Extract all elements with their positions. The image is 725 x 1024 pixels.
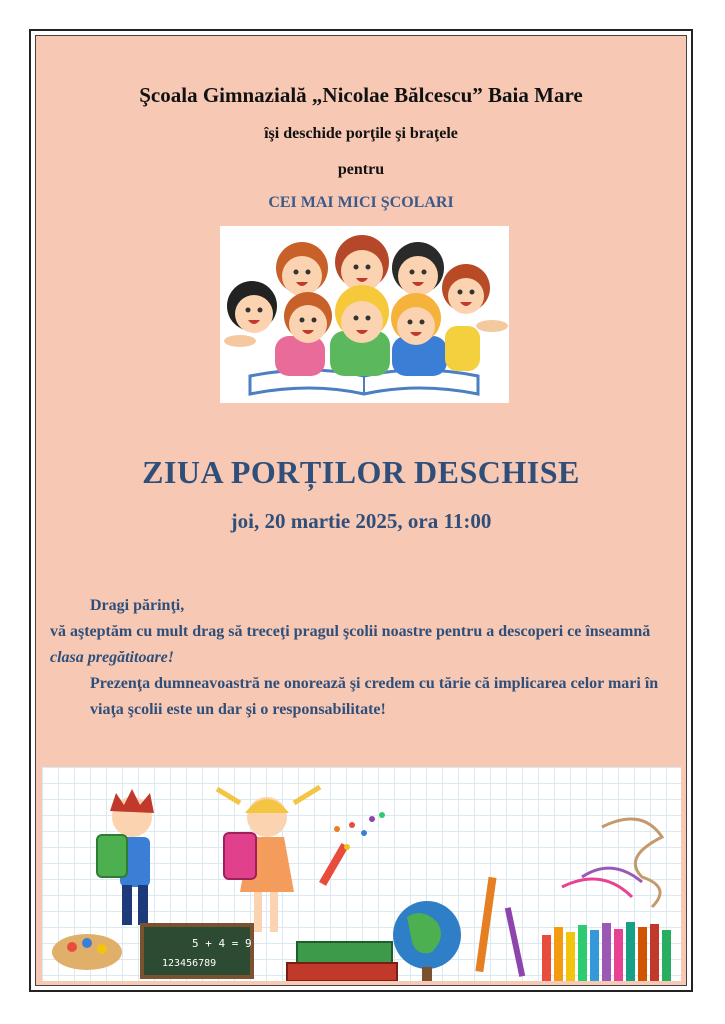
greeting: Dragi părinţi, (90, 597, 185, 614)
group-of-children-with-book-icon (220, 226, 509, 403)
children-illustration (220, 226, 509, 403)
invitation-sentence-2: Prezenţa dumneavoastră ne onorează şi credem cu tărie că implicarea celor mari în viaţa şcolii este un dar şi o responsabilitate! (90, 675, 659, 718)
invitation-sentence-1-text: vă aşteptăm cu mult drag să treceţi pragul şcolii noastre pentru a descoperi ce înseamnă (50, 623, 651, 640)
event-title: ZIUA PORȚILOR DESCHISE (142, 454, 580, 490)
poster-outer-frame (29, 29, 693, 992)
school-supplies-illustration (42, 767, 681, 981)
subtitle-line-1: îşi deschide porţile şi braţele (264, 125, 458, 142)
invitation-emphasis: clasa pregătitoare! (50, 649, 174, 666)
poster-panel (35, 35, 687, 986)
subtitle-line-2: pentru (337, 161, 385, 178)
school-name: Şcoala Gimnazială „Nicolae Bălcescu” Baia Mare (139, 83, 583, 107)
chalkboard-digits: 123456789 (162, 958, 217, 969)
chalkboard-equation: 5 + 4 = 9 (192, 937, 252, 950)
invitation-message (50, 593, 678, 723)
subtitle-line-3: CEI MAI MICI ŞCOLARI (268, 194, 454, 211)
invitation-sentence-1 (50, 619, 678, 671)
event-datetime: joi, 20 martie 2025, ora 11:00 (230, 509, 492, 533)
school-supplies-and-children-illustration (42, 767, 685, 981)
